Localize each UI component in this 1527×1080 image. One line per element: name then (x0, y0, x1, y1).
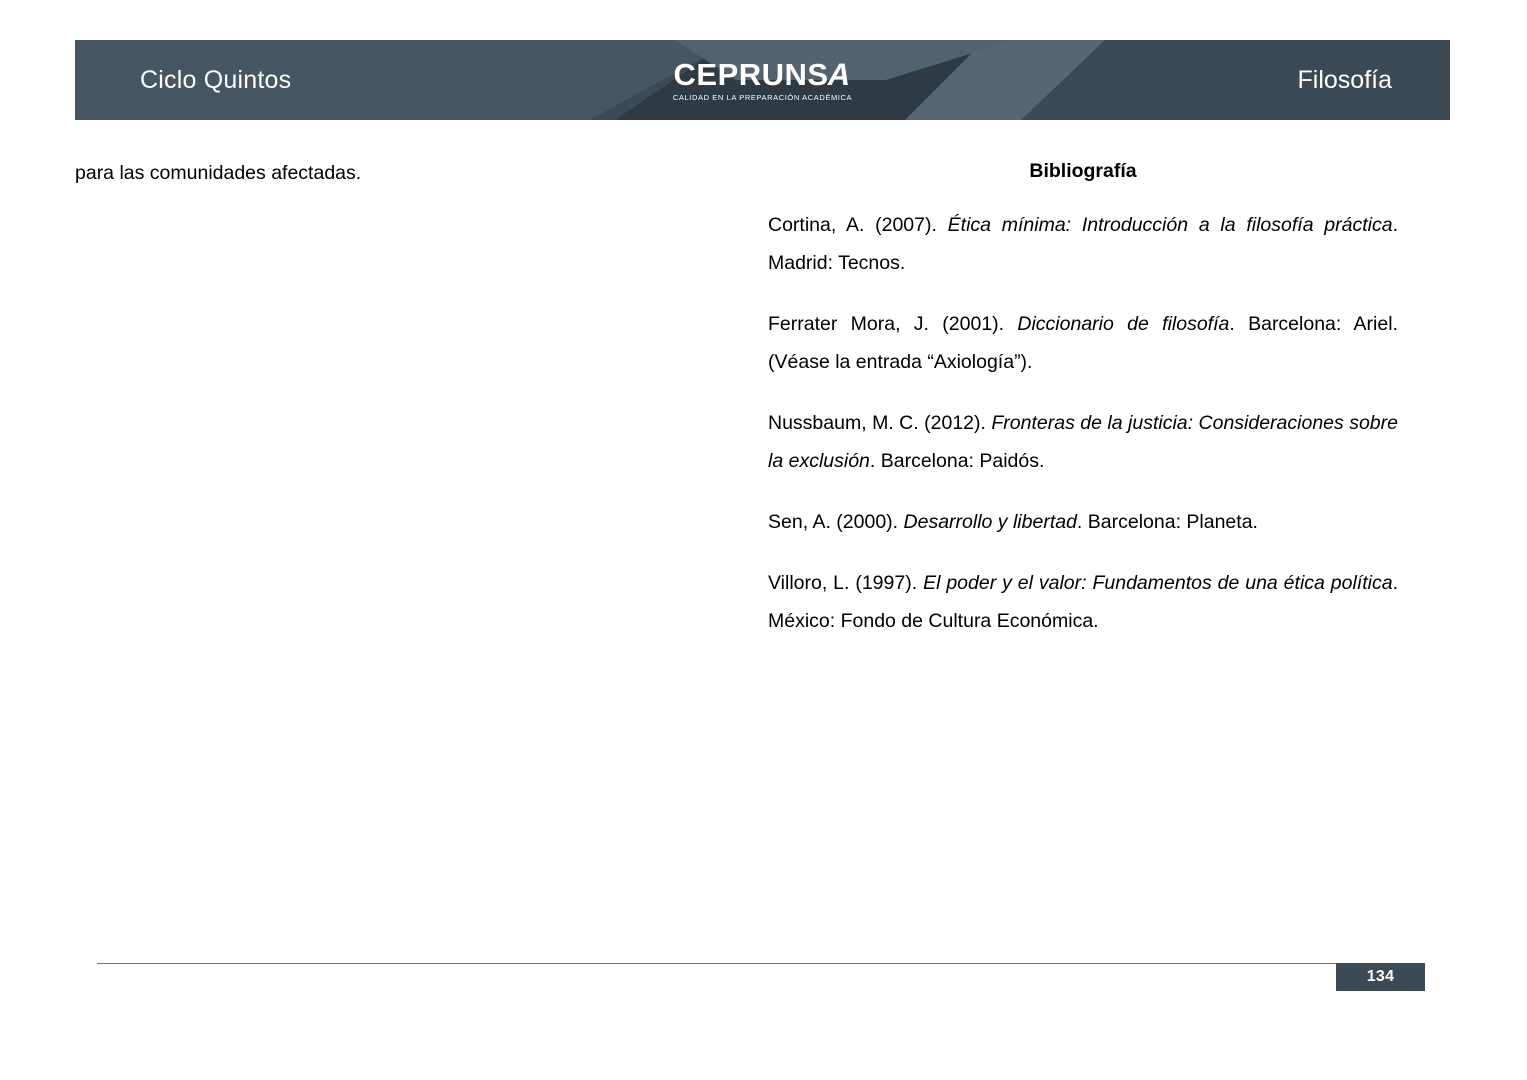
entry-title-italic: El poder y el valor: Fundamentos de una ética política (923, 572, 1393, 594)
header-cycle-label: Ciclo Quintos (140, 66, 292, 94)
bibliography-entry (768, 564, 1398, 640)
entry-prefix: Sen, A. (2000). (768, 511, 904, 533)
ceprunsa-logo (672, 57, 856, 102)
logo-tagline: CALIDAD EN LA PREPARACIÓN ACADÉMICA (672, 93, 853, 102)
entry-title-italic: Diccionario de filosofía (1017, 313, 1230, 335)
entry-title-italic: Fronteras de la justicia: Consideraciones sobre la exclusión (768, 412, 1398, 472)
entry-prefix: Cortina, A. (2007). (768, 214, 948, 236)
continuation-paragraph: para las comunidades afectadas. (75, 162, 362, 184)
entry-prefix: Nussbaum, M. C. (2012). (768, 412, 992, 434)
entry-suffix: . México: Fondo de Cultura Económica. (768, 572, 1398, 632)
bibliography-entry (768, 305, 1398, 381)
page-number-badge: 134 (1336, 963, 1425, 991)
entry-suffix: . Madrid: Tecnos. (768, 214, 1398, 274)
left-column (75, 158, 695, 188)
entry-prefix: Villoro, L. (1997). (768, 572, 924, 594)
bibliography-entry (768, 206, 1398, 282)
logo-wordmark-head: CEPRUNS (673, 57, 829, 92)
entry-prefix: Ferrater Mora, J. (2001). (768, 313, 1018, 335)
entry-title-italic: Ética mínima: Introducción a la filosofía práctica (947, 214, 1393, 236)
bibliography-entry (768, 404, 1398, 480)
page-header-banner (75, 40, 1450, 120)
entry-title-italic: Desarrollo y libertad (903, 511, 1077, 533)
bibliography-section (768, 158, 1398, 640)
bibliography-title: Bibliografía (1029, 160, 1137, 182)
entry-suffix: . Barcelona: Ariel. (Véase la entrada “Axiología”). (768, 313, 1398, 373)
entry-suffix: . Barcelona: Paidós. (869, 450, 1045, 472)
entry-suffix: . Barcelona: Planeta. (1076, 511, 1258, 533)
logo-wordmark-tail: A (824, 57, 856, 92)
logo-wordmark (673, 57, 856, 92)
header-subject-label: Filosofía (1297, 66, 1392, 94)
footer-divider (97, 963, 1350, 964)
bibliography-entry (768, 503, 1398, 541)
